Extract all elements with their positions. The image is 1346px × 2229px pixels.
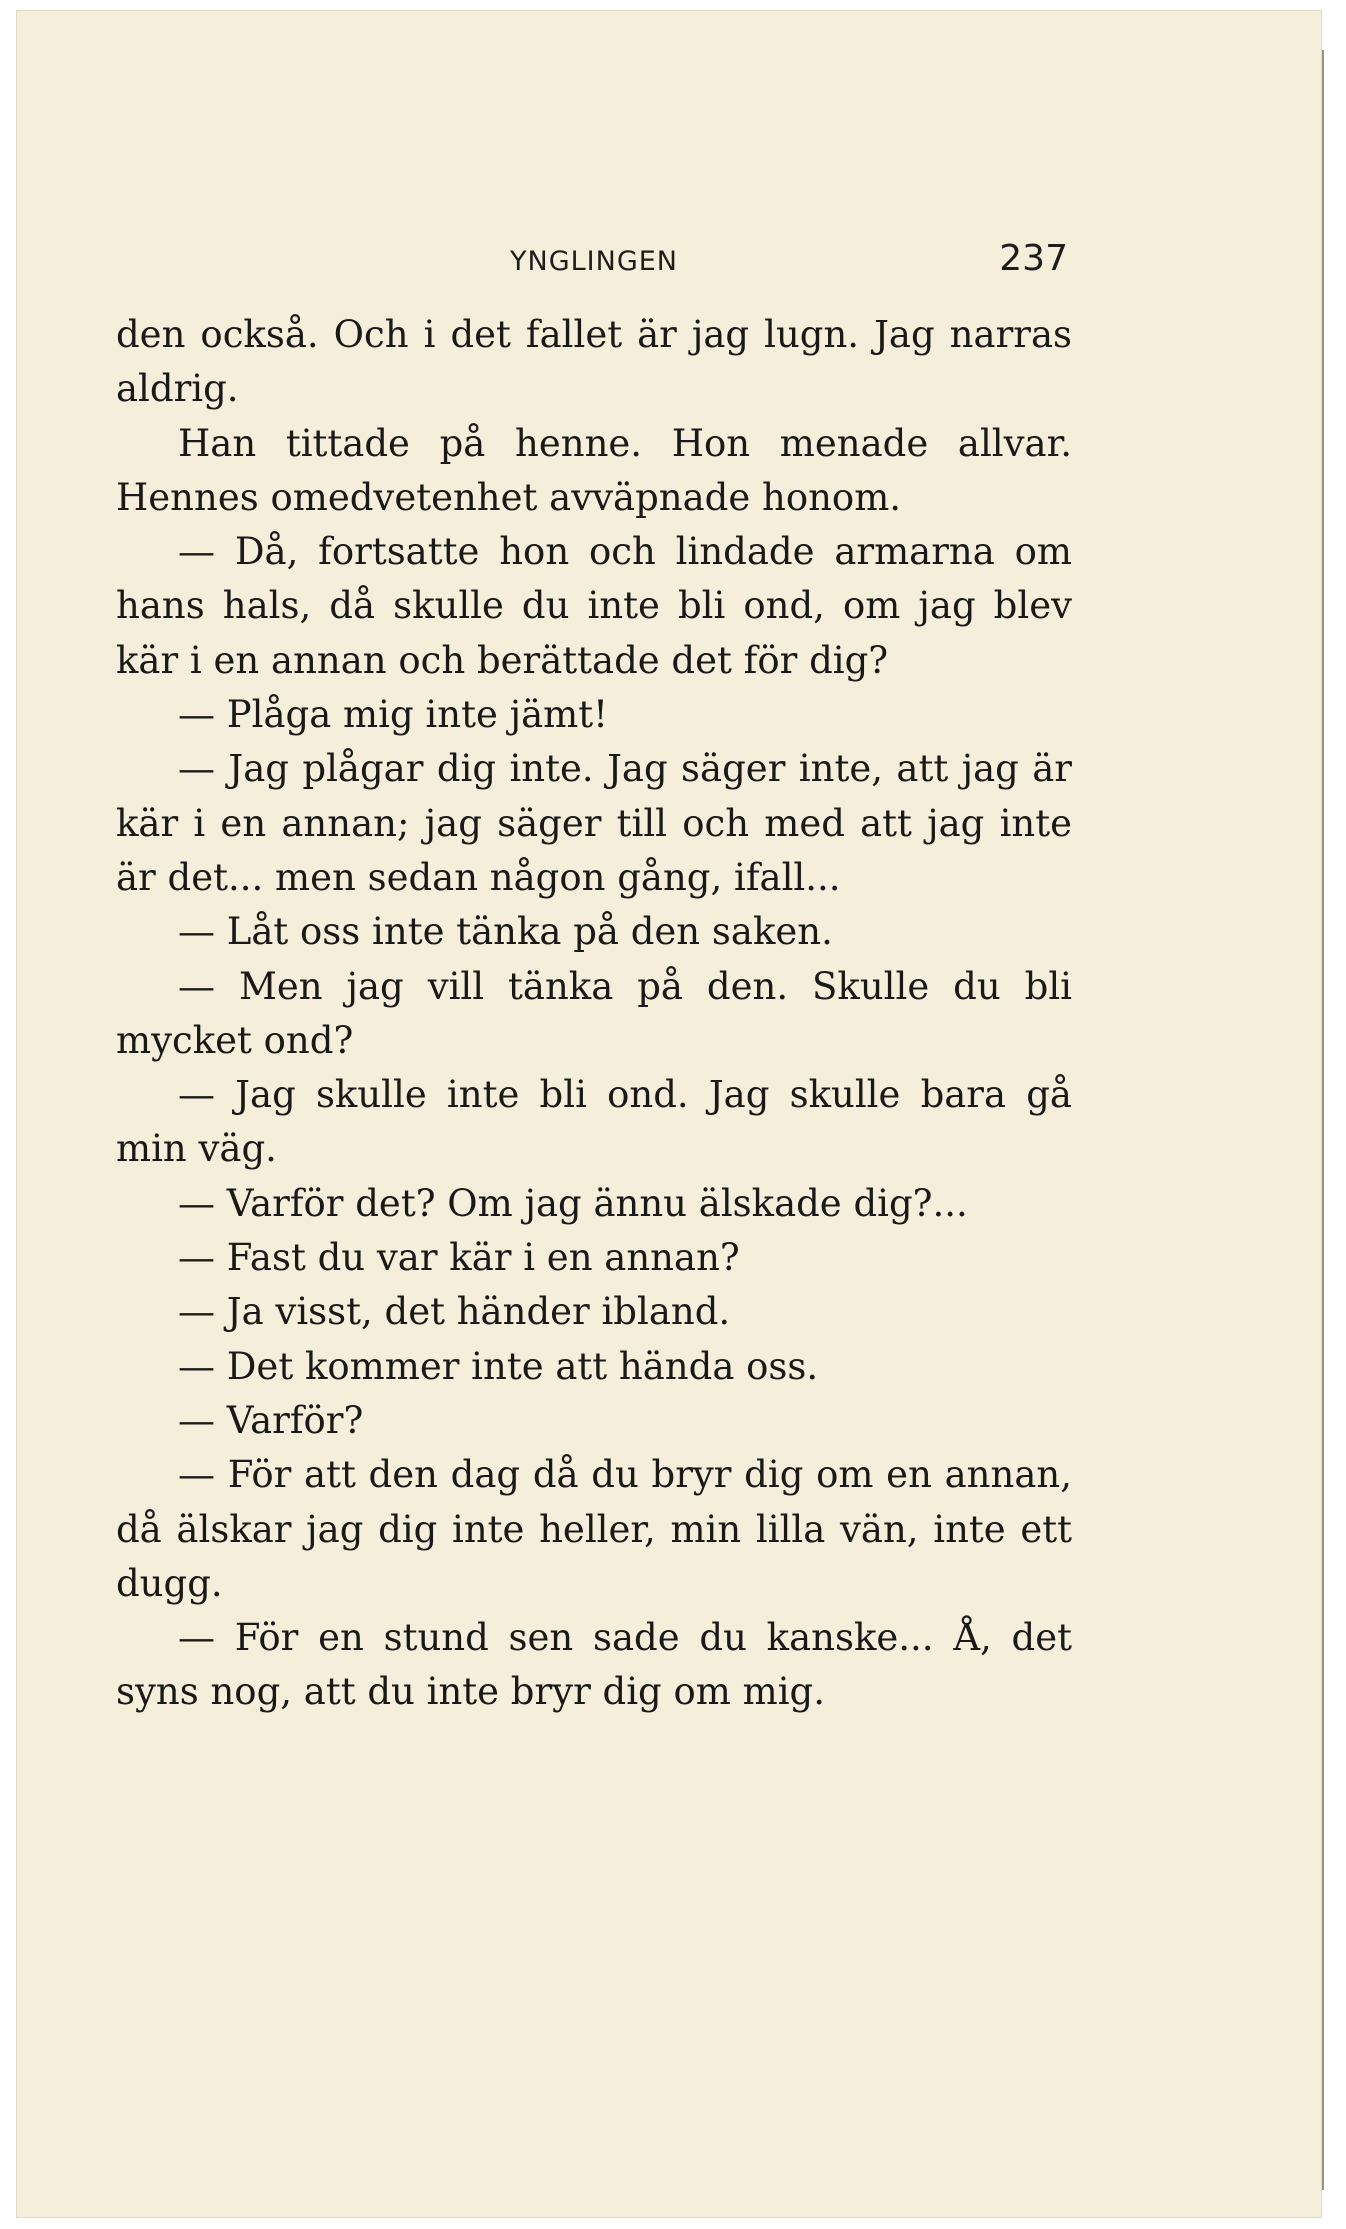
running-head: [120, 238, 1068, 288]
paragraph: — Då, fortsatte hon och lindade armarna om hans hals, då skulle du inte bli ond, om jag blev kär i en annan och berättade det för dig?: [116, 530, 1072, 682]
paragraph: den också. Och i det fallet är jag lugn. Jag narras aldrig.: [116, 313, 1072, 411]
paragraph: — För en stund sen sade du kanske... Å, det syns nog, att du inte bryr dig om mig.: [116, 1616, 1072, 1714]
paragraph: — Jag plågar dig inte. Jag säger inte, att jag är kär i en annan; jag säger till och med att jag inte är det... men sedan någon gång, ifall...: [116, 747, 1072, 899]
paragraph: — För att den dag då du bryr dig om en annan, då älskar jag dig inte heller, min lilla vän, inte ett dugg.: [116, 1453, 1072, 1605]
body-text: [116, 308, 1072, 1720]
paragraph: Han tittade på henne. Hon menade allvar. Hennes omedvetenhet avväpnade honom.: [116, 421, 1072, 519]
paragraph: — Jag skulle inte bli ond. Jag skulle bara gå min väg.: [116, 1073, 1072, 1171]
paragraph: — Varför?: [178, 1398, 364, 1442]
paragraph: — Fast du var kär i en annan?: [178, 1236, 740, 1280]
paragraph: — Låt oss inte tänka på den saken.: [178, 910, 833, 954]
paragraph: — Plåga mig inte jämt!: [178, 693, 608, 737]
paragraph: — Det kommer inte att hända oss.: [178, 1344, 819, 1388]
paragraph: — Varför det? Om jag ännu älskade dig?...: [178, 1181, 968, 1225]
running-title: YNGLINGEN: [510, 246, 678, 277]
page-number: 237: [999, 238, 1068, 279]
paragraph: — Men jag vill tänka på den. Skulle du bli mycket ond?: [116, 964, 1072, 1062]
paragraph: — Ja visst, det händer ibland.: [178, 1290, 731, 1334]
page-edge: [1322, 50, 1324, 2190]
